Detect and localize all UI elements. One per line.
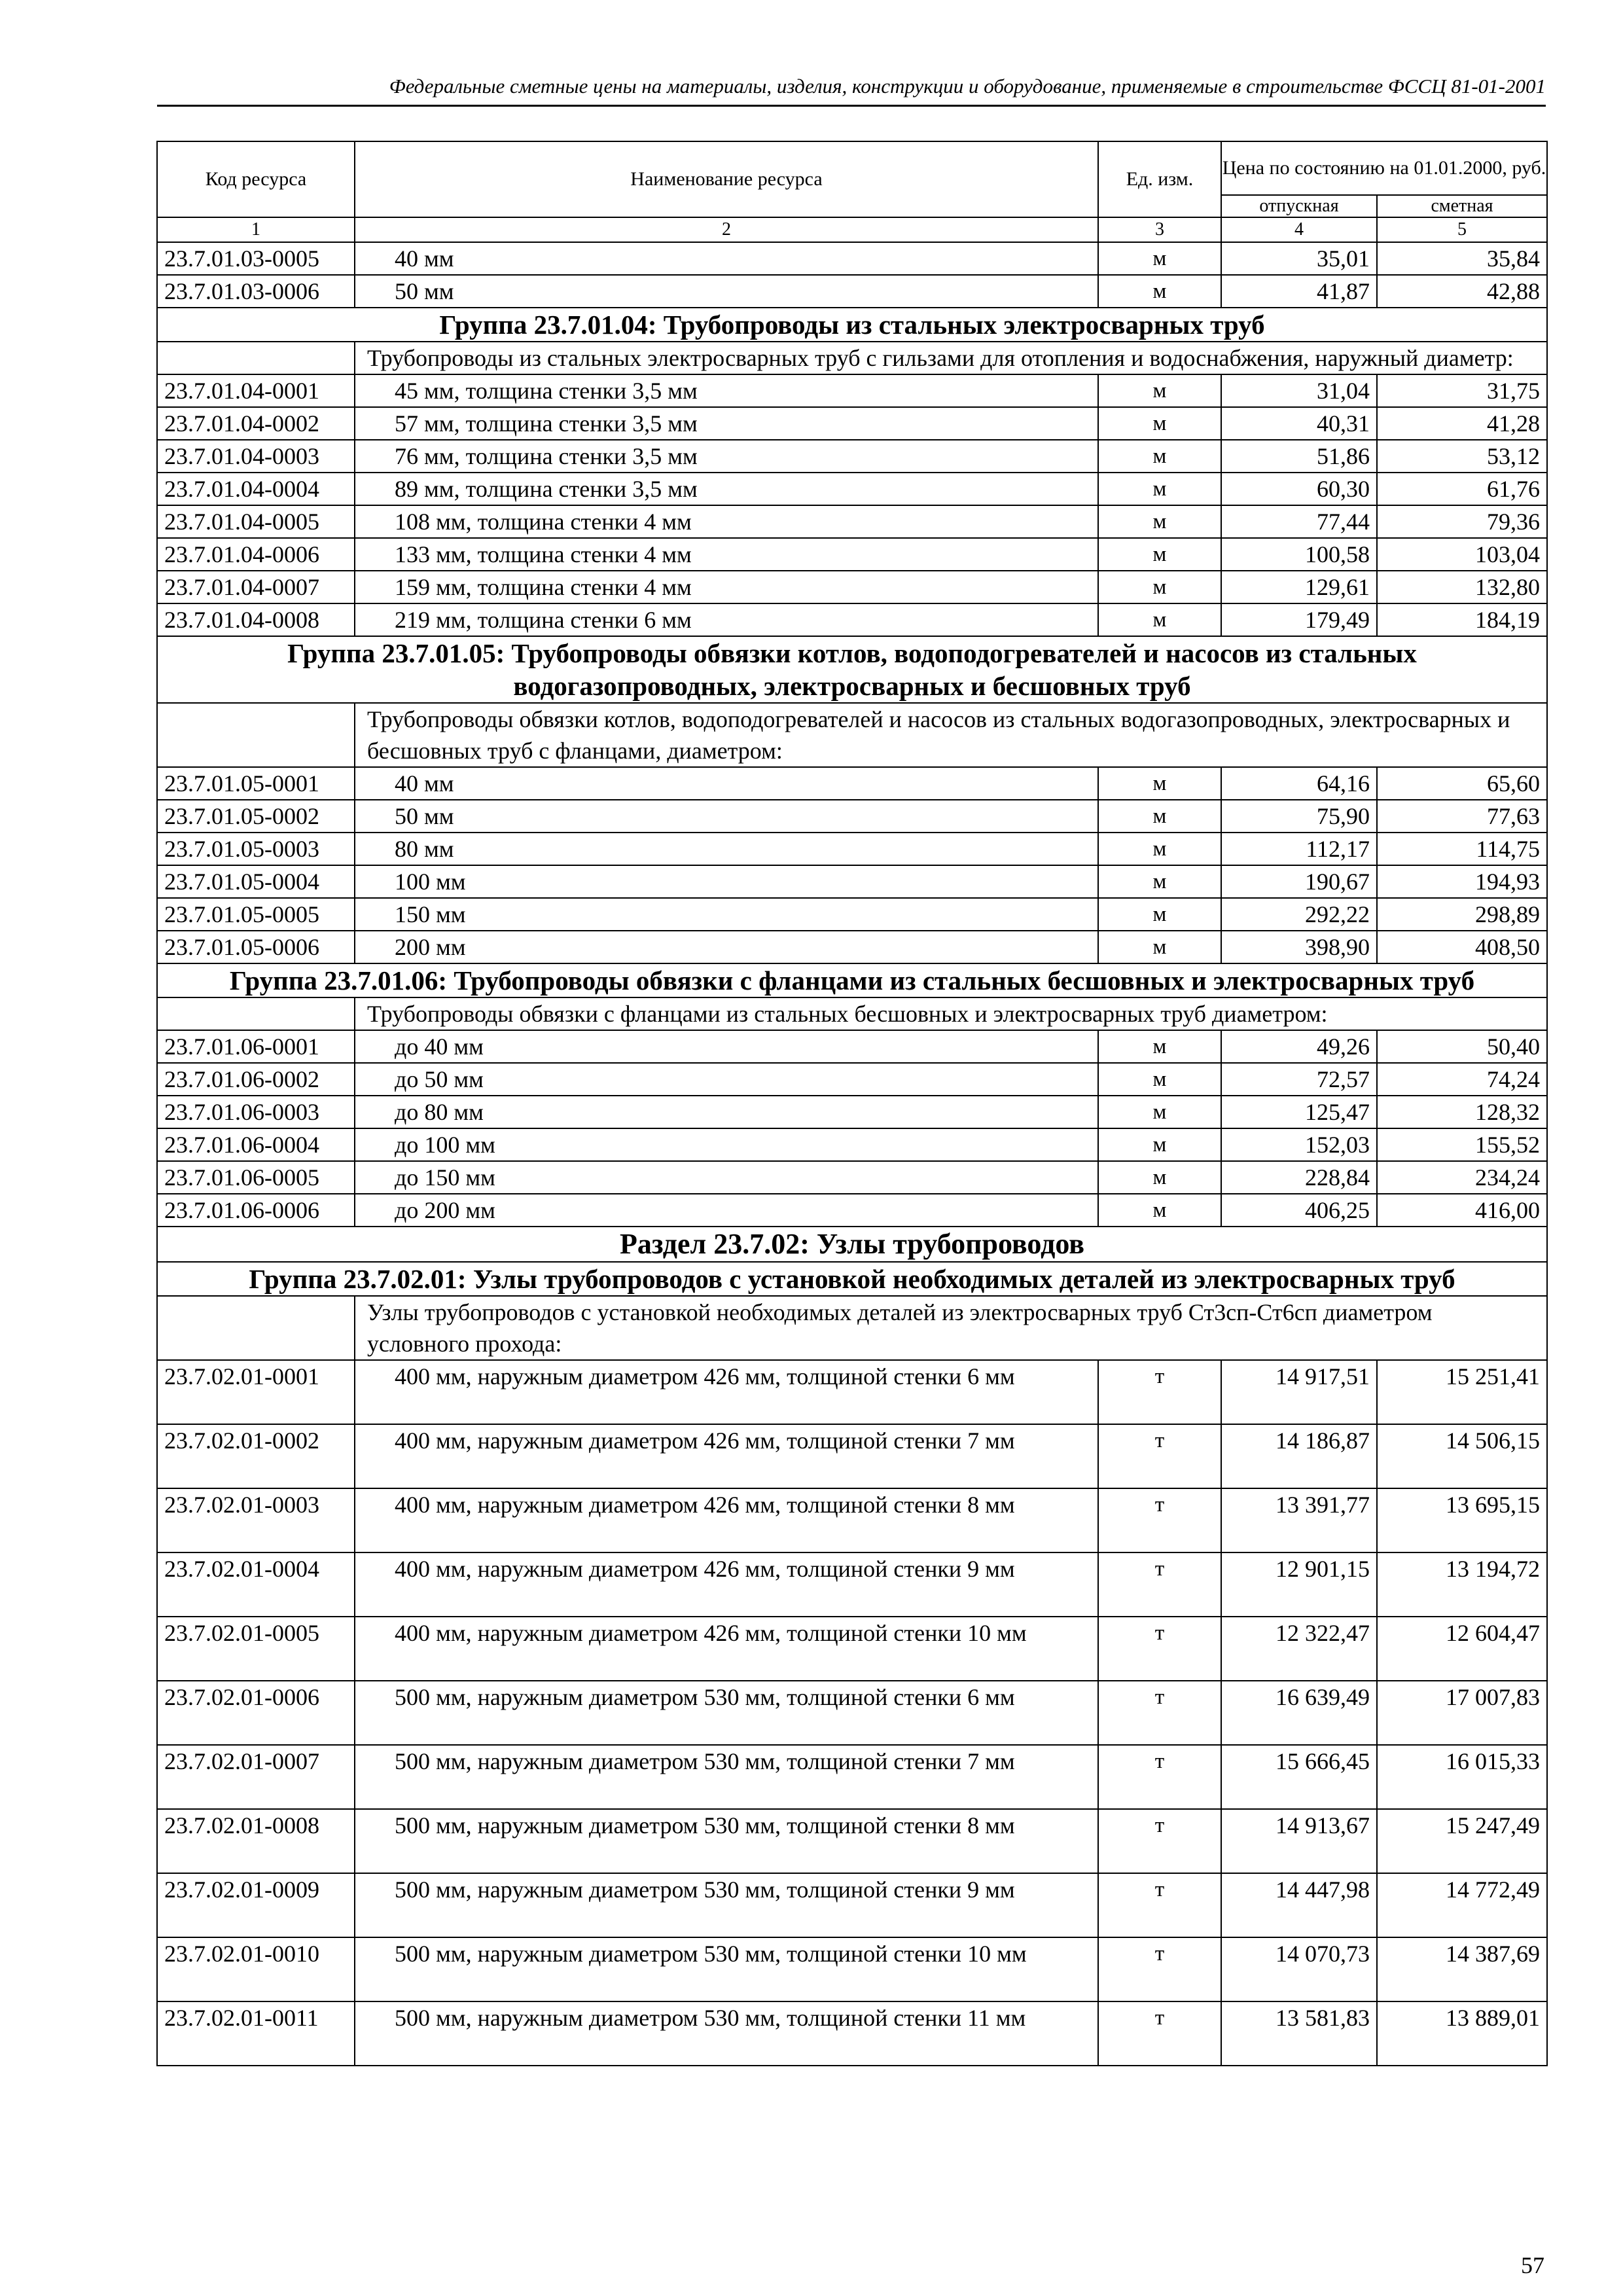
table-row	[157, 1552, 1547, 1617]
group-description: Узлы трубопроводов с установкой необходимых деталей из электросварных труб Ст3сп-Ст6сп диаметром условного прохода:	[355, 1296, 1547, 1360]
resource-code: 23.7.01.05-0005	[157, 898, 355, 931]
estimate-price: 50,40	[1377, 1030, 1547, 1063]
resource-code: 23.7.01.04-0007	[157, 571, 355, 603]
resource-name: 80 мм	[355, 833, 1098, 865]
release-price: 14 186,87	[1221, 1424, 1377, 1488]
estimate-price: 114,75	[1377, 833, 1547, 865]
table-row	[157, 1194, 1547, 1227]
release-price: 14 070,73	[1221, 1937, 1377, 2001]
resource-unit: т	[1098, 1809, 1221, 1873]
estimate-price: 53,12	[1377, 440, 1547, 473]
resource-name: 500 мм, наружным диаметром 530 мм, толщиной стенки 7 мм	[355, 1745, 1098, 1809]
resource-unit: м	[1098, 242, 1221, 275]
resource-name: 89 мм, толщина стенки 3,5 мм	[355, 473, 1098, 505]
release-price: 64,16	[1221, 767, 1377, 800]
release-price: 14 447,98	[1221, 1873, 1377, 1937]
estimate-price: 184,19	[1377, 603, 1547, 636]
resource-code: 23.7.02.01-0007	[157, 1745, 355, 1809]
resource-name: 57 мм, толщина стенки 3,5 мм	[355, 407, 1098, 440]
resource-unit: т	[1098, 1617, 1221, 1681]
release-price: 60,30	[1221, 473, 1377, 505]
table-row	[157, 1617, 1547, 1681]
group-description-row	[157, 1296, 1547, 1360]
empty-code-cell	[157, 703, 355, 767]
resource-unit: м	[1098, 603, 1221, 636]
resource-name: до 50 мм	[355, 1063, 1098, 1096]
resource-name: 500 мм, наружным диаметром 530 мм, толщиной стенки 8 мм	[355, 1809, 1098, 1873]
table-row	[157, 931, 1547, 963]
estimate-price: 13 889,01	[1377, 2001, 1547, 2066]
estimate-price: 79,36	[1377, 505, 1547, 538]
resource-code: 23.7.02.01-0010	[157, 1937, 355, 2001]
release-price: 406,25	[1221, 1194, 1377, 1227]
table-row	[157, 505, 1547, 538]
resource-name: до 100 мм	[355, 1128, 1098, 1161]
table-row	[157, 407, 1547, 440]
estimate-price: 16 015,33	[1377, 1745, 1547, 1809]
resource-unit: м	[1098, 833, 1221, 865]
resource-unit: т	[1098, 1681, 1221, 1745]
release-price: 12 322,47	[1221, 1617, 1377, 1681]
release-price: 40,31	[1221, 407, 1377, 440]
resource-unit: м	[1098, 571, 1221, 603]
resource-code: 23.7.02.01-0003	[157, 1488, 355, 1552]
estimate-price: 14 387,69	[1377, 1937, 1547, 2001]
resource-name: до 40 мм	[355, 1030, 1098, 1063]
table-row	[157, 1745, 1547, 1809]
resource-name: 50 мм	[355, 800, 1098, 833]
estimate-price: 234,24	[1377, 1161, 1547, 1194]
resource-name: 100 мм	[355, 865, 1098, 898]
release-price: 292,22	[1221, 898, 1377, 931]
table-row	[157, 2001, 1547, 2066]
estimate-price: 35,84	[1377, 242, 1547, 275]
release-price: 398,90	[1221, 931, 1377, 963]
release-price: 14 913,67	[1221, 1809, 1377, 1873]
release-price: 100,58	[1221, 538, 1377, 571]
resource-name: 150 мм	[355, 898, 1098, 931]
resource-code: 23.7.01.04-0006	[157, 538, 355, 571]
release-price: 41,87	[1221, 275, 1377, 308]
resource-unit: м	[1098, 538, 1221, 571]
header-estimate-price: сметная	[1377, 195, 1547, 217]
column-number: 1	[157, 217, 355, 242]
estimate-price: 13 695,15	[1377, 1488, 1547, 1552]
resource-name: до 80 мм	[355, 1096, 1098, 1128]
release-price: 49,26	[1221, 1030, 1377, 1063]
resource-unit: м	[1098, 865, 1221, 898]
resource-unit: м	[1098, 1063, 1221, 1096]
resource-code: 23.7.01.04-0003	[157, 440, 355, 473]
resource-code: 23.7.02.01-0009	[157, 1873, 355, 1937]
estimate-price: 61,76	[1377, 473, 1547, 505]
resource-code: 23.7.01.06-0001	[157, 1030, 355, 1063]
resource-unit: м	[1098, 898, 1221, 931]
resource-unit: т	[1098, 1552, 1221, 1617]
resource-name: 159 мм, толщина стенки 4 мм	[355, 571, 1098, 603]
estimate-price: 13 194,72	[1377, 1552, 1547, 1617]
resource-name: 76 мм, толщина стенки 3,5 мм	[355, 440, 1098, 473]
table-row	[157, 1096, 1547, 1128]
group-description: Трубопроводы из стальных электросварных труб с гильзами для отопления и водоснабжения, наружный диаметр:	[355, 342, 1547, 374]
resource-code: 23.7.01.06-0003	[157, 1096, 355, 1128]
resource-name: 133 мм, толщина стенки 4 мм	[355, 538, 1098, 571]
resource-unit: м	[1098, 275, 1221, 308]
table-row	[157, 1360, 1547, 1424]
release-price: 15 666,45	[1221, 1745, 1377, 1809]
group-title: Группа 23.7.02.01: Узлы трубопроводов с установкой необходимых деталей из электросварных труб	[157, 1262, 1547, 1296]
release-price: 152,03	[1221, 1128, 1377, 1161]
resource-unit: м	[1098, 1128, 1221, 1161]
resource-code: 23.7.02.01-0002	[157, 1424, 355, 1488]
table-row	[157, 571, 1547, 603]
table-row	[157, 1424, 1547, 1488]
table-body	[157, 242, 1547, 2066]
estimate-price: 42,88	[1377, 275, 1547, 308]
table-row	[157, 1488, 1547, 1552]
resource-code: 23.7.01.03-0005	[157, 242, 355, 275]
release-price: 112,17	[1221, 833, 1377, 865]
resource-unit: т	[1098, 1424, 1221, 1488]
table-row	[157, 538, 1547, 571]
resource-unit: м	[1098, 1161, 1221, 1194]
estimate-price: 15 247,49	[1377, 1809, 1547, 1873]
resource-unit: м	[1098, 374, 1221, 407]
release-price: 35,01	[1221, 242, 1377, 275]
release-price: 13 391,77	[1221, 1488, 1377, 1552]
running-header: Федеральные сметные цены на материалы, изделия, конструкции и оборудование, применяемые в строительстве ФССЦ 81-01-2001	[157, 73, 1546, 107]
resource-code: 23.7.01.06-0002	[157, 1063, 355, 1096]
resource-unit: м	[1098, 505, 1221, 538]
resource-code: 23.7.01.06-0004	[157, 1128, 355, 1161]
group-title: Группа 23.7.01.04: Трубопроводы из стальных электросварных труб	[157, 308, 1547, 342]
resource-name: до 150 мм	[355, 1161, 1098, 1194]
resource-code: 23.7.02.01-0011	[157, 2001, 355, 2066]
group-title: Группа 23.7.01.05: Трубопроводы обвязки котлов, водоподогревателей и насосов из стальных водогазопроводных, электросварных и бесшовных труб	[157, 636, 1547, 703]
resource-name: 50 мм	[355, 275, 1098, 308]
resource-name: 40 мм	[355, 767, 1098, 800]
resource-unit: м	[1098, 1194, 1221, 1227]
resource-code: 23.7.01.05-0004	[157, 865, 355, 898]
resource-code: 23.7.01.05-0006	[157, 931, 355, 963]
resource-name: 108 мм, толщина стенки 4 мм	[355, 505, 1098, 538]
table-row	[157, 1681, 1547, 1745]
estimate-price: 65,60	[1377, 767, 1547, 800]
table-row	[157, 898, 1547, 931]
resource-code: 23.7.01.03-0006	[157, 275, 355, 308]
group-heading-row	[157, 963, 1547, 997]
resource-unit: м	[1098, 407, 1221, 440]
table-row	[157, 767, 1547, 800]
resource-name: 40 мм	[355, 242, 1098, 275]
release-price: 31,04	[1221, 374, 1377, 407]
release-price: 12 901,15	[1221, 1552, 1377, 1617]
section-title: Раздел 23.7.02: Узлы трубопроводов	[157, 1227, 1547, 1262]
release-price: 179,49	[1221, 603, 1377, 636]
table-row	[157, 1937, 1547, 2001]
table-row	[157, 833, 1547, 865]
table-row	[157, 374, 1547, 407]
release-price: 13 581,83	[1221, 2001, 1377, 2066]
group-description-row	[157, 997, 1547, 1030]
header-code: Код ресурса	[157, 141, 355, 217]
resource-name: 400 мм, наружным диаметром 426 мм, толщиной стенки 10 мм	[355, 1617, 1098, 1681]
resource-unit: м	[1098, 473, 1221, 505]
resource-unit: м	[1098, 440, 1221, 473]
table-row	[157, 1873, 1547, 1937]
resource-name: 500 мм, наружным диаметром 530 мм, толщиной стенки 9 мм	[355, 1873, 1098, 1937]
resource-code: 23.7.02.01-0001	[157, 1360, 355, 1424]
group-heading-row	[157, 308, 1547, 342]
estimate-price: 408,50	[1377, 931, 1547, 963]
estimate-price: 31,75	[1377, 374, 1547, 407]
estimate-price: 77,63	[1377, 800, 1547, 833]
release-price: 129,61	[1221, 571, 1377, 603]
estimate-price: 128,32	[1377, 1096, 1547, 1128]
resource-name: 219 мм, толщина стенки 6 мм	[355, 603, 1098, 636]
resource-name: 45 мм, толщина стенки 3,5 мм	[355, 374, 1098, 407]
group-title: Группа 23.7.01.06: Трубопроводы обвязки с фланцами из стальных бесшовных и электросварных труб	[157, 963, 1547, 997]
header-release-price: отпускная	[1221, 195, 1377, 217]
empty-code-cell	[157, 342, 355, 374]
resource-name: до 200 мм	[355, 1194, 1098, 1227]
resource-unit: т	[1098, 2001, 1221, 2066]
column-number: 3	[1098, 217, 1221, 242]
table-row	[157, 1063, 1547, 1096]
estimate-price: 194,93	[1377, 865, 1547, 898]
table-header	[157, 141, 1547, 242]
estimate-price: 132,80	[1377, 571, 1547, 603]
table-row	[157, 275, 1547, 308]
resource-unit: т	[1098, 1488, 1221, 1552]
table-row	[157, 440, 1547, 473]
release-price: 16 639,49	[1221, 1681, 1377, 1745]
estimate-price: 416,00	[1377, 1194, 1547, 1227]
resource-name: 200 мм	[355, 931, 1098, 963]
resource-name: 500 мм, наружным диаметром 530 мм, толщиной стенки 6 мм	[355, 1681, 1098, 1745]
resource-unit: т	[1098, 1745, 1221, 1809]
release-price: 125,47	[1221, 1096, 1377, 1128]
resource-code: 23.7.01.05-0001	[157, 767, 355, 800]
resource-unit: м	[1098, 1030, 1221, 1063]
resource-code: 23.7.02.01-0005	[157, 1617, 355, 1681]
group-description: Трубопроводы обвязки котлов, водоподогревателей и насосов из стальных водогазопроводных, электросварных и бесшовных труб с фланцами, диаметром:	[355, 703, 1547, 767]
resource-unit: м	[1098, 767, 1221, 800]
resource-code: 23.7.01.06-0006	[157, 1194, 355, 1227]
estimate-price: 14 506,15	[1377, 1424, 1547, 1488]
page-number: 57	[1521, 2252, 1544, 2278]
release-price: 72,57	[1221, 1063, 1377, 1096]
resource-unit: т	[1098, 1937, 1221, 2001]
resource-unit: т	[1098, 1873, 1221, 1937]
section-heading-row	[157, 1227, 1547, 1262]
resource-code: 23.7.01.04-0001	[157, 374, 355, 407]
estimate-price: 298,89	[1377, 898, 1547, 931]
resource-code: 23.7.01.05-0002	[157, 800, 355, 833]
group-description-row	[157, 342, 1547, 374]
empty-code-cell	[157, 997, 355, 1030]
resource-code: 23.7.01.04-0005	[157, 505, 355, 538]
resource-name: 400 мм, наружным диаметром 426 мм, толщиной стенки 7 мм	[355, 1424, 1098, 1488]
estimate-price: 155,52	[1377, 1128, 1547, 1161]
resource-code: 23.7.01.04-0004	[157, 473, 355, 505]
resource-name: 400 мм, наружным диаметром 426 мм, толщиной стенки 8 мм	[355, 1488, 1098, 1552]
estimate-price: 15 251,41	[1377, 1360, 1547, 1424]
table-row	[157, 1030, 1547, 1063]
table-row	[157, 242, 1547, 275]
resource-code: 23.7.01.05-0003	[157, 833, 355, 865]
empty-code-cell	[157, 1296, 355, 1360]
header-price: Цена по состоянию на 01.01.2000, руб.	[1221, 141, 1547, 195]
resource-unit: м	[1098, 931, 1221, 963]
resource-code: 23.7.02.01-0006	[157, 1681, 355, 1745]
group-description: Трубопроводы обвязки с фланцами из стальных бесшовных и электросварных труб диаметром:	[355, 997, 1547, 1030]
estimate-price: 74,24	[1377, 1063, 1547, 1096]
resource-unit: м	[1098, 1096, 1221, 1128]
release-price: 190,67	[1221, 865, 1377, 898]
estimate-price: 103,04	[1377, 538, 1547, 571]
estimate-price: 12 604,47	[1377, 1617, 1547, 1681]
estimate-price: 17 007,83	[1377, 1681, 1547, 1745]
group-heading-row	[157, 1262, 1547, 1296]
resource-name: 400 мм, наружным диаметром 426 мм, толщиной стенки 6 мм	[355, 1360, 1098, 1424]
group-description-row	[157, 703, 1547, 767]
table-row	[157, 1161, 1547, 1194]
resource-unit: м	[1098, 800, 1221, 833]
resource-code: 23.7.02.01-0004	[157, 1552, 355, 1617]
table-row	[157, 473, 1547, 505]
resource-code: 23.7.02.01-0008	[157, 1809, 355, 1873]
resource-code: 23.7.01.06-0005	[157, 1161, 355, 1194]
price-table	[156, 141, 1548, 2066]
resource-code: 23.7.01.04-0008	[157, 603, 355, 636]
release-price: 14 917,51	[1221, 1360, 1377, 1424]
resource-name: 500 мм, наружным диаметром 530 мм, толщиной стенки 10 мм	[355, 1937, 1098, 2001]
estimate-price: 14 772,49	[1377, 1873, 1547, 1937]
resource-code: 23.7.01.04-0002	[157, 407, 355, 440]
estimate-price: 41,28	[1377, 407, 1547, 440]
price-table-wrapper	[156, 141, 1546, 2066]
group-heading-row	[157, 636, 1547, 703]
release-price: 228,84	[1221, 1161, 1377, 1194]
release-price: 75,90	[1221, 800, 1377, 833]
resource-unit: т	[1098, 1360, 1221, 1424]
table-row	[157, 1128, 1547, 1161]
release-price: 51,86	[1221, 440, 1377, 473]
header-unit: Ед. изм.	[1098, 141, 1221, 217]
column-number: 5	[1377, 217, 1547, 242]
table-row	[157, 865, 1547, 898]
table-row	[157, 1809, 1547, 1873]
resource-name: 500 мм, наружным диаметром 530 мм, толщиной стенки 11 мм	[355, 2001, 1098, 2066]
table-row	[157, 800, 1547, 833]
column-number: 2	[355, 217, 1098, 242]
column-number: 4	[1221, 217, 1377, 242]
resource-name: 400 мм, наружным диаметром 426 мм, толщиной стенки 9 мм	[355, 1552, 1098, 1617]
header-name: Наименование ресурса	[355, 141, 1098, 217]
release-price: 77,44	[1221, 505, 1377, 538]
table-row	[157, 603, 1547, 636]
